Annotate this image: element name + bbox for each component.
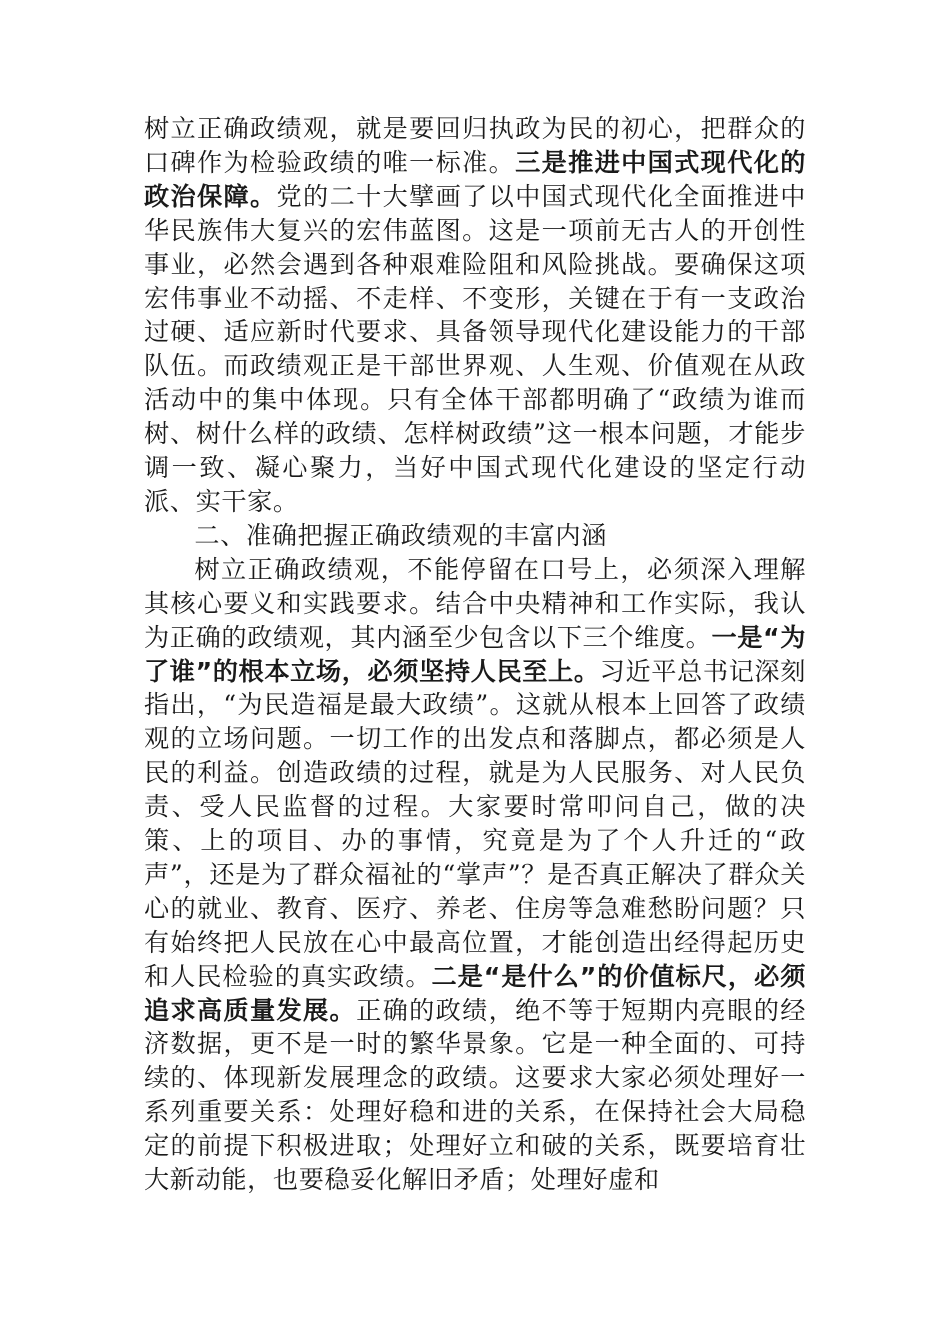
section-heading: 二、准确把握正确政绩观的丰富内涵 bbox=[194, 520, 607, 550]
paragraph-text: 正确的政绩，绝不等于短期内亮眼的经济数据，更不是一时的繁华景象。它是一种全面的、可持续的、体现新发展理念的政绩。这要求大家必须处理好一系列重要关系：处理好稳和进的关系，在保持社会大局稳定的前提下积极进取；处理好立和破的关系，既要培育壮大新动能，也要稳妥化解旧矛盾；处理好虚和 bbox=[144, 995, 806, 1195]
paragraph-continued bbox=[144, 112, 806, 519]
bold-point-two: 二是“是什么”的价值标尺，必须追求高质量发展。 bbox=[144, 961, 806, 1025]
paragraph-text: 习近平总书记深刻指出，“为民造福是最大政绩”。这就从根本上回答了政绩观的立场问题。一切工作的出发点和落脚点，都必须是人民的利益。创造政绩的过程，就是为人民服务、对人民负责、受人民监督的过程。大家要时常叩问自己，做的决策、上的项目、办的事情，究竟是为了个人升迁的“政声”，还是为了群众福祉的“掌声”？是否真正解决了群众关心的就业、教育、医疗、养老、住房等急难愁盼问题？只有始终把人民放在心中最高位置，才能创造出经得起历史和人民检验的真实政绩。 bbox=[144, 656, 806, 991]
paragraph-text: 树立正确政绩观，就是要回归执政为民的初心，把群众的口碑作为检验政绩的唯一标准。 bbox=[144, 114, 806, 177]
document-page bbox=[144, 112, 806, 1197]
paragraph-text: 党的二十大擘画了以中国式现代化全面推进中华民族伟大复兴的宏伟蓝图。这是一项前无古人的开创性事业，必然会遇到各种艰难险阻和风险挑战。要确保这项宏伟事业不动摇、不走样、不变形，关键在于有一支政治过硬、适应新时代要求、具备领导现代化建设能力的干部队伍。而政绩观正是干部世界观、人生观、价值观在从政活动中的集中体现。只有全体干部都明确了“政绩为谁而树、树什么样的政绩、怎样树政绩”这一根本问题，才能步调一致、凝心聚力，当好中国式现代化建设的坚定行动派、实干家。 bbox=[144, 181, 807, 516]
bold-point-three: 三是推进中国式现代化的政治保障。 bbox=[144, 147, 806, 211]
bold-point-one: 一是“为了谁”的根本立场，必须坚持人民至上。 bbox=[144, 622, 806, 686]
section-body-paragraph bbox=[144, 553, 806, 1197]
paragraph-text: 树立正确政绩观，不能停留在口号上，必须深入理解其核心要义和实践要求。结合中央精神和工作实际，我认为正确的政绩观，其内涵至少包含以下三个维度。 bbox=[144, 554, 806, 652]
